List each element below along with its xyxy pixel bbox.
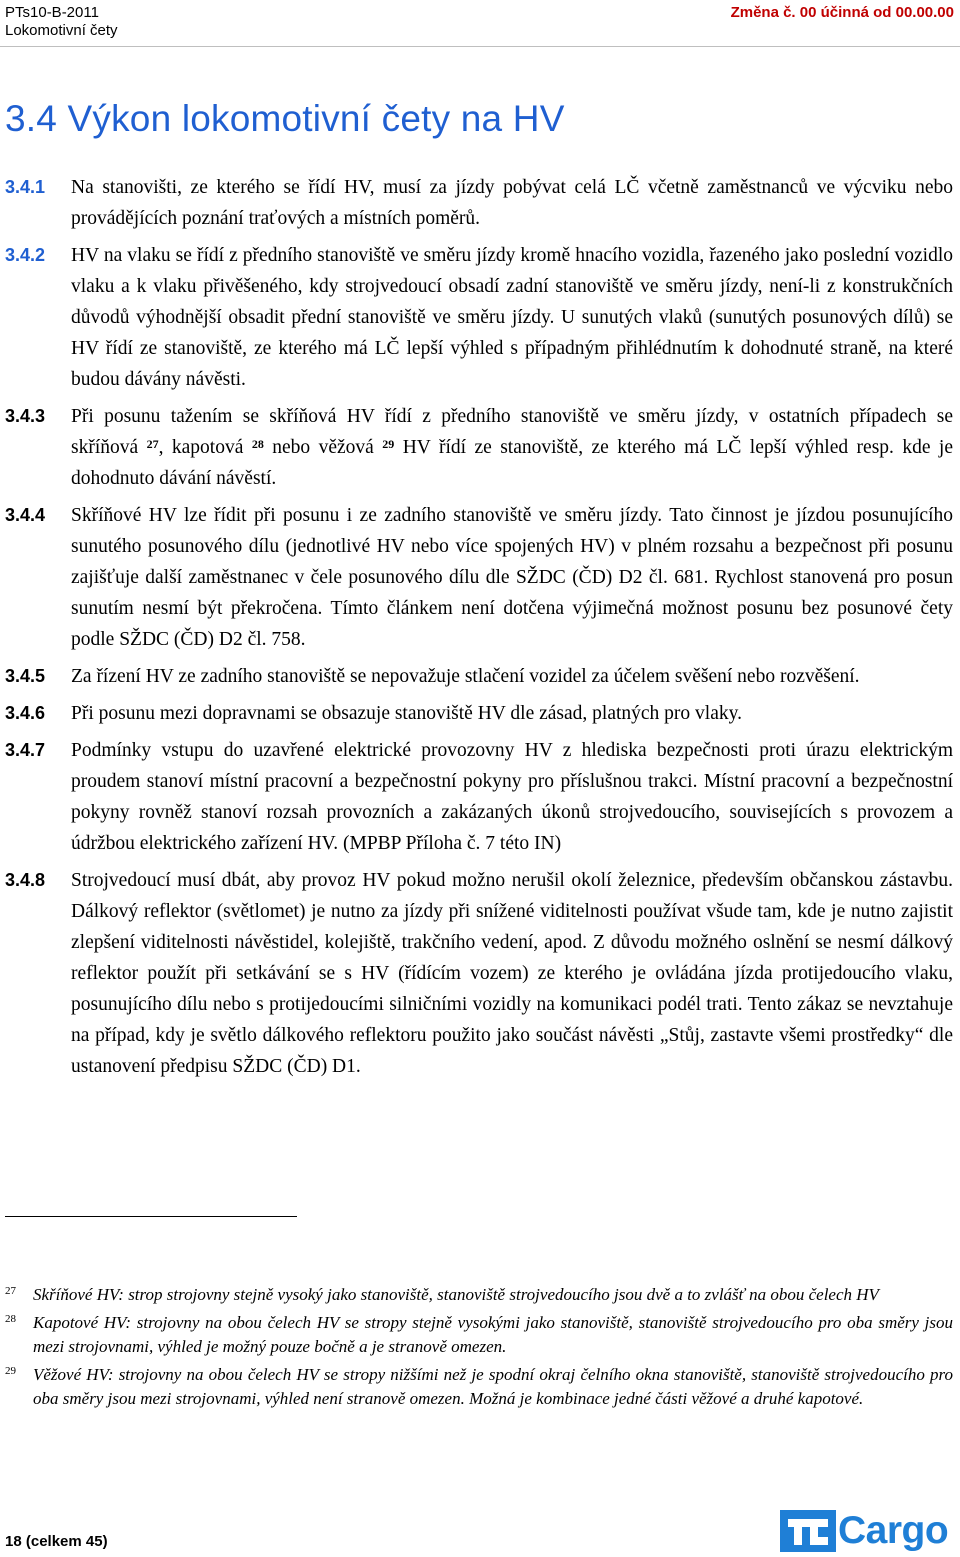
article-text-part: nebo věžová (272, 437, 374, 458)
header-doc-id: PTs10-B-2011 (5, 4, 99, 21)
section-title: 3.4 Výkon lokomotivní čety na HV (5, 98, 565, 139)
footnote-text: Kapotové HV: strojovny na obou čelech HV se stropy stejně vysokými jako stanoviště, stanoviště strojvedoucího pro oba směry jsou mezi strojovnami, výhled je možný pouze bočně a je stranově omezen. (33, 1313, 953, 1356)
article-3-4-6 (5, 698, 953, 729)
article-text-part: HV řídí ze stanoviště, ze kterého má LČ lepší výhled resp. kde je dohodnuto dávání návěstí. (71, 437, 954, 489)
article-text: Skříňové HV lze řídit při posunu i ze zadního stanoviště ve směru jízdy. Tato činnost je jízdou posunujícího sunutého posunového dílu (jednotlivé HV nebo více spojených HV) v plném rozsahu a bezpečnost při posunu zajišťuje další zaměstnanec v čele posunového dílu dle SŽDC (ČD) D2 čl. 681. Rychlost stanovená pro posun sunutím nesmí být překročena. Tímto článkem není dotčena výjimečná možnost posunu bez posunové čety podle SŽDC (ČD) D2 čl. 758. (71, 505, 953, 650)
header-divider (0, 46, 960, 47)
footnotes (5, 1283, 953, 1415)
article-number: 3.4.2 (5, 245, 46, 265)
footnote-number: 28 (5, 1313, 16, 1325)
section-body (5, 172, 953, 1088)
footnote-divider (5, 1216, 297, 1217)
article-number: 3.4.7 (5, 740, 46, 760)
footnote-number: 27 (5, 1285, 16, 1297)
article-3-4-4 (5, 500, 953, 655)
article-text: HV na vlaku se řídí z předního stanoviště ve směru jízdy kromě hnacího vozidla, řazeného jako poslední vozidlo vlaku a k vlaku přivěšeného, kdy strojvedoucí obsadí zadní stanoviště ve směru jízdy, není-li z konstrukčních důvodů výhodnější obsadit přední stanoviště ve směru jízdy. U sunutých vlaků (sunutých posunových dílů) se HV řídí ze stanoviště, ze kterého má LČ lepší výhled s případným přihlédnutím k dohodnuté straně, na které budou dávány návěsti. (71, 245, 953, 390)
article-text (71, 401, 953, 494)
article-text-part: , kapotová (158, 437, 244, 458)
footnote-text: Věžové HV: strojovny na obou čelech HV se stropy nižšími než je spodní okraj čelního okna stanoviště, stanoviště strojvedoucího pro oba směry jsou mezi strojovnami, výhled není stranově omezen. Možná je kombinace jedné části věžové a druhé kapotové. (33, 1365, 953, 1408)
article-number: 3.4.6 (5, 703, 46, 723)
article-3-4-3 (5, 401, 953, 494)
footnote-29 (5, 1363, 953, 1411)
page-number: 18 (celkem 45) (5, 1533, 108, 1550)
logo-text: Cargo (838, 1509, 949, 1552)
footnote-text: Skříňové HV: strop strojovny stejně vysoký jako stanoviště, stanoviště strojvedoucího jsou dvě a to zvlášť na obou čelech HV (33, 1285, 879, 1304)
footnote-27 (5, 1283, 953, 1307)
article-number: 3.4.4 (5, 505, 46, 525)
article-3-4-8 (5, 865, 953, 1082)
article-3-4-7 (5, 735, 953, 859)
article-3-4-2 (5, 240, 953, 395)
footnote-28 (5, 1311, 953, 1359)
article-number: 3.4.5 (5, 666, 46, 686)
article-text: Na stanovišti, ze kterého se řídí HV, musí za jízdy pobývat celá LČ včetně zaměstnanců ve výcviku nebo provádějících poznání traťových a místních poměrů. (71, 177, 953, 229)
article-text: Za řízení HV ze zadního stanoviště se nepovažuje stlačení vozidel za účelem svěšení nebo rozvěšení. (71, 666, 860, 687)
footnote-ref-28[interactable]: 28 (251, 437, 264, 451)
article-text: Při posunu mezi dopravnami se obsazuje stanoviště HV dle zásad, platných pro vlaky. (71, 703, 742, 724)
cd-logo-icon (780, 1510, 836, 1552)
header-doc-subtitle: Lokomotivní čety (5, 22, 118, 39)
article-3-4-1 (5, 172, 953, 234)
footnote-ref-27[interactable]: 27 (146, 437, 159, 451)
footnote-number: 29 (5, 1365, 16, 1377)
article-text: Strojvedoucí musí dbát, aby provoz HV pokud možno nerušil okolí železnice, především občanskou zástavbu. Dálkový reflektor (světlomet) je nutno za jízdy při snížené viditelnosti používat všude tam, kde je nutno zajistit zlepšení viditelnosti návěstidel, kolejiště, trakčního vedení, apod. Z důvodu možného oslnění se nesmí dálkový reflektor použít při setkávání se s HV (řídícím vozem) ze kterého je ovládána jízda protijedoucího vlaku, posunujícího dílu nebo s protijedoucími silničními vozidly na komunikaci podél trati. Tento zákaz se nevztahuje na případ, kdy je světlo dálkového reflektoru použito jako součást návěsti „Stůj, zastavte všemi prostředky“ dle ustanovení předpisu SŽDC (ČD) D1. (71, 870, 953, 1077)
article-number: 3.4.3 (5, 406, 46, 426)
header-amendment: Změna č. 00 účinná od 00.00.00 (730, 4, 954, 21)
article-3-4-5 (5, 661, 953, 692)
article-number: 3.4.1 (5, 177, 46, 197)
article-number: 3.4.8 (5, 870, 46, 890)
footnote-ref-29[interactable]: 29 (382, 437, 395, 451)
article-text: Podmínky vstupu do uzavřené elektrické provozovny HV z hlediska bezpečnosti proti úrazu elektrickým proudem stanoví místní pracovní a bezpečnostní pokyny pro příslušnou trakci. Místní pracovní a bezpečnostní pokyny rovněž stanoví rozsah provozních a zakázaných úkonů strojvedoucího, souvisejících s provozem a údržbou elektrického zařízení HV. (MPBP Příloha č. 7 této IN) (71, 740, 953, 854)
cargo-logo (780, 1510, 955, 1552)
article-text-part: Při posunu tažením se skříňová HV řídí z předního stanoviště ve směru jízdy, v ostatních případech se skříňová (71, 406, 953, 458)
